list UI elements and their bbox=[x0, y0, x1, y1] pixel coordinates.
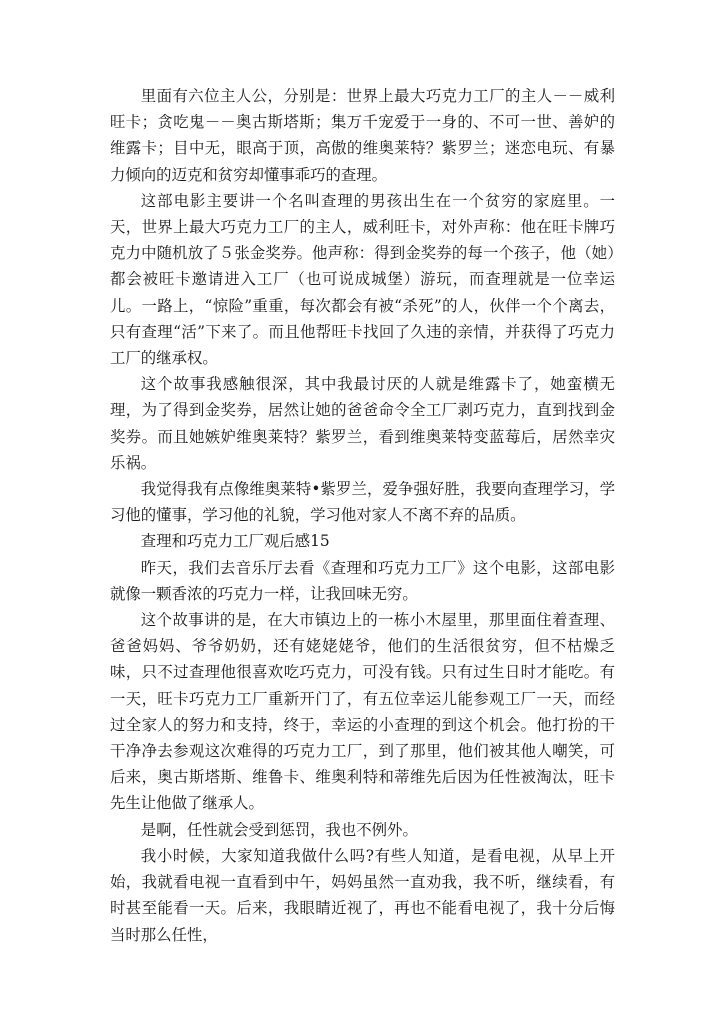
paragraph-feelings: 这个故事我感触很深，其中我最讨厌的人就是维露卡了，她蛮横无理，为了得到金奖券，居然让她的爸爸命令全工厂剥巧克力，直到找到金奖券。而且她嫉妒维奥莱特？紫罗兰，看到维奥莱特变蓝莓后，居然幸灾乐祸。 bbox=[110, 375, 615, 472]
paragraph-plot: 这部电影主要讲一个名叫查理的男孩出生在一个贫穷的家庭里。一天，世界上最大巧克力工厂的主人，威利旺卡，对外声称：他在旺卡牌巧克力中随机放了５张金奖券。他声称：得到金奖券的每一个孩子，他（她）都会被旺卡邀请进入工厂（也可说成城堡）游玩，而查理就是一位幸运儿。一路上，“惊险”重重，每次都会有被“杀死”的人，伙伴一个个离去，只有查理“活”下来了。而且他帮旺卡找回了久违的亲情，并获得了巧克力工厂的继承权。 bbox=[110, 191, 615, 368]
paragraph-intro: 昨天，我们去音乐厅去看《查理和巧克力工厂》这个电影，这部电影就像一颗香浓的巧克力一样，让我回味无穷。 bbox=[110, 558, 615, 603]
paragraph-lesson: 是啊，任性就会受到惩罚，我也不例外。 bbox=[140, 820, 418, 839]
paragraph-characters: 里面有六位主人公，分别是：世界上最大巧克力工厂的主人－－威利旺卡；贪吃鬼－－奥古斯塔斯；集万千宠爱于一身的、不可一世、善妒的维露卡；目中无，眼高于顶，高傲的维奥莱特？紫罗兰；迷恋电玩、有暴力倾向的迈克和贫穷却懂事乖巧的查理。 bbox=[110, 87, 615, 184]
paragraph-childhood: 我小时候，大家知道我做什么吗?有些人知道，是看电视，从早上开始，我就看电视一直看到中午，妈妈虽然一直劝我，我不听，继续看，有时甚至能看一天。后来，我眼睛近视了，再也不能看电视了，我十分后悔当时那么任性， bbox=[110, 846, 615, 944]
section-heading: 查理和巧克力工厂观后感15 bbox=[140, 532, 330, 551]
document-body bbox=[110, 83, 615, 948]
paragraph-story: 这个故事讲的是，在大市镇边上的一栋小木屋里，那里面住着查理、爸爸妈妈、爷爷奶奶，还有姥姥姥爷，他们的生活很贫穷，但不枯燥乏味，只不过查理他很喜欢吃巧克力，可没有钱。只有过生日时才能吃。有一天，旺卡巧克力工厂重新开门了，有五位幸运儿能参观工厂一天，而经过全家人的努力和支持，终于，幸运的小查理的到这个机会。他打扮的干干净净去参观这次难得的巧克力工厂，到了那里，他们被其他人嘲笑，可后来，奥古斯塔斯、维鲁卡、维奥利特和蒂维先后因为任性被淘汰，旺卡先生让他做了继承人。 bbox=[110, 611, 615, 813]
paragraph-reflection: 我觉得我有点像维奥莱特•紫罗兰，爱争强好胜，我要向查理学习，学习他的懂事，学习他的礼貌，学习他对家人不离不弃的品质。 bbox=[110, 480, 615, 525]
